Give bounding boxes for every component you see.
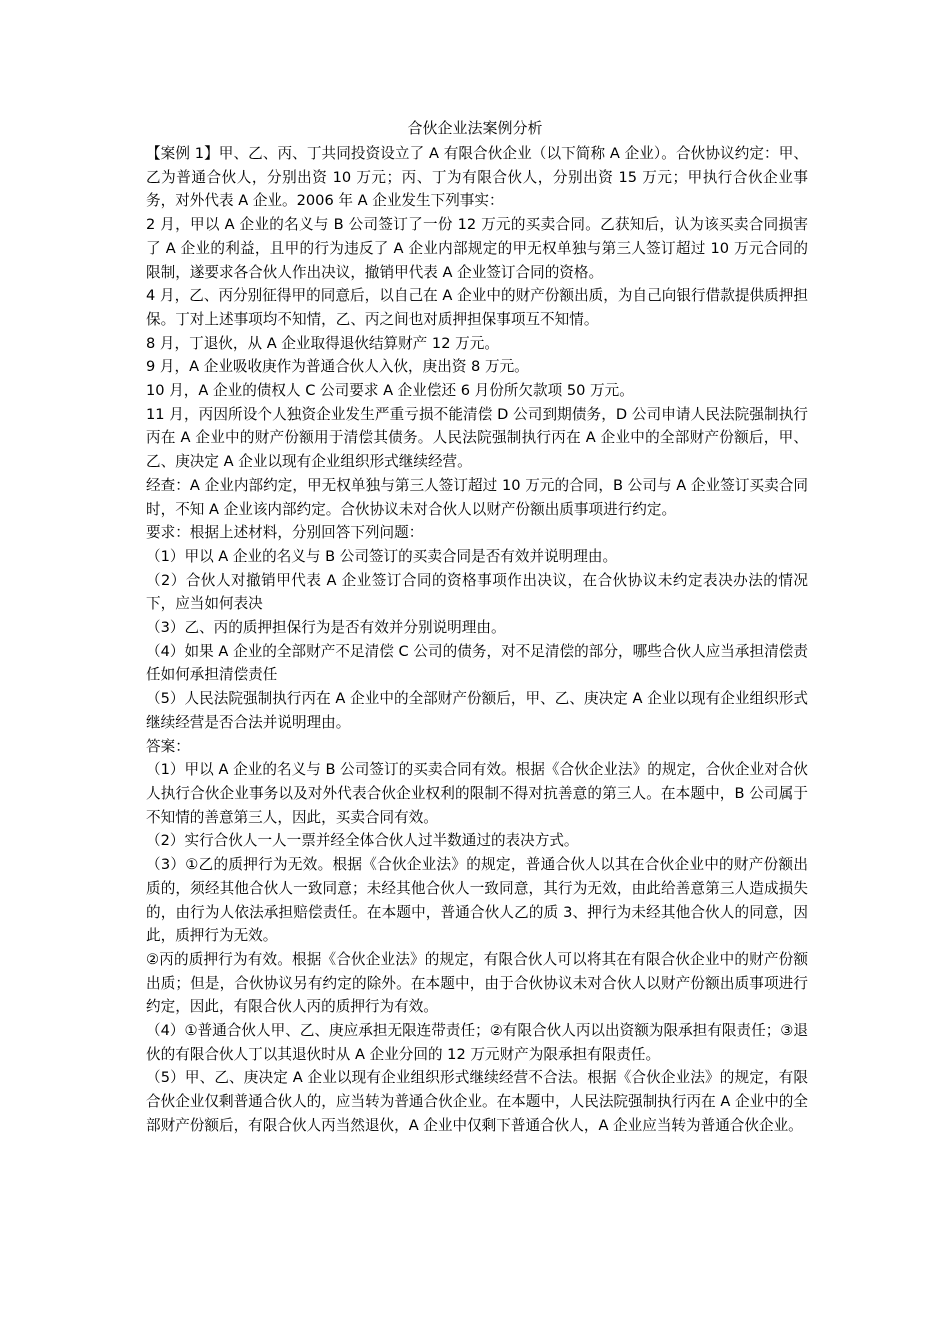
question-4: （4）如果 A 企业的全部财产不足清偿 C 公司的债务，对不足清偿的部分，哪些合伙人应当承担清偿责任如何承担清偿责任 <box>146 642 808 684</box>
question-3: （3）乙、丙的质押担保行为是否有效并分别说明理由。 <box>146 619 506 637</box>
answer-2: （2）实行合伙人一人一票并经全体合伙人过半数通过的表决方式。 <box>146 832 579 850</box>
investigation-paragraph: 经查：A 企业内部约定，甲无权单独与第三人签订超过 10 万元的合同，B 公司与 A 企业签订买卖合同时，不知 A 企业该内部约定。合伙协议未对合伙人以财产份额出质事项进行约定。 <box>146 476 808 518</box>
fact-august: 8 月，丁退伙，从 A 企业取得退伙结算财产 12 万元。 <box>146 334 499 352</box>
fact-september: 9 月，A 企业吸收庚作为普通合伙人入伙，庚出资 8 万元。 <box>146 358 529 376</box>
answer-5: （5）甲、乙、庚决定 A 企业以现有企业组织形式继续经营不合法。根据《合伙企业法》的规定，有限合伙企业仅剩普通合伙人的，应当转为普通合伙企业。在本题中，人民法院强制执行丙在 A 企业中的全部财产份额后，有限合伙人丙当然退伙，A 企业中仅剩下普通合伙人，A 企业应当转为普通合伙企业。 <box>146 1069 808 1134</box>
answer-1: （1）甲以 A 企业的名义与 B 公司签订的买卖合同有效。根据《合伙企业法》的规定，合伙企业对合伙人执行合伙企业事务以及对外代表合伙企业权利的限制不得对抗善意的第三人。在本题中，B 公司属于不知情的善意第三人，因此，买卖合同有效。 <box>146 761 808 826</box>
fact-february: 2 月，甲以 A 企业的名义与 B 公司签订了一份 12 万元的买卖合同。乙获知后，认为该买卖合同损害了 A 企业的利益，且甲的行为违反了 A 企业内部规定的甲无权单独与第三人签订超过 10 万元合同的限制，遂要求各合伙人作出决议，撤销甲代表 A 企业签订合同的资格。 <box>146 216 808 281</box>
question-2: （2）合伙人对撤销甲代表 A 企业签订合同的资格事项作出决议，在合伙协议未约定表决办法的情况下，应当如何表决 <box>146 571 808 613</box>
answer-3-part-2: ②丙的质押行为有效。根据《合伙企业法》的规定，有限合伙人可以将其在有限合伙企业中的财产份额出质；但是，合伙协议另有约定的除外。在本题中，由于合伙协议未对合伙人以财产份额出质事项进行约定，因此，有限合伙人丙的质押行为有效。 <box>146 950 808 1016</box>
answer-3-part-1: （3）①乙的质押行为无效。根据《合伙企业法》的规定，普通合伙人以其在合伙企业中的财产份额出质的，须经其他合伙人一致同意；未经其他合伙人一致同意，其行为无效，由此给善意第三人造成损失的，由行为人依法承担赔偿责任。在本题中，普通合伙人乙的质 3、押行为未经其他合伙人的同意，因此，质押行为无效。 <box>146 856 808 945</box>
answer-4: （4）①普通合伙人甲、乙、庚应承担无限连带责任；②有限合伙人丙以出资额为限承担有限责任；③退伙的有限合伙人丁以其退伙时从 A 企业分回的 12 万元财产为限承担有限责任。 <box>146 1022 808 1063</box>
requirements-heading: 要求：根据上述材料，分别回答下列问题： <box>146 524 424 542</box>
question-5: （5）人民法院强制执行丙在 A 企业中的全部财产份额后，甲、乙、庚决定 A 企业以现有企业组织形式继续经营是否合法并说明理由。 <box>146 690 808 731</box>
question-1: （1）甲以 A 企业的名义与 B 公司签订的买卖合同是否有效并说明理由。 <box>146 547 618 565</box>
fact-october: 10 月，A 企业的债权人 C 公司要求 A 企业偿还 6 月份所欠款项 50 万元。 <box>146 382 634 400</box>
document-title: 合伙企业法案例分析 <box>407 119 543 137</box>
fact-april: 4 月，乙、丙分别征得甲的同意后，以自己在 A 企业中的财产份额出质，为自己向银行借款提供质押担保。丁对上述事项均不知情，乙、丙之间也对质押担保事项互不知情。 <box>146 287 808 328</box>
case-intro-paragraph: 【案例 1】甲、乙、丙、丁共同投资设立了 A 有限合伙企业（以下简称 A 企业）。合伙协议约定：甲、乙为普通合伙人，分别出资 10 万元；丙、丁为有限合伙人，分别出资 15 万元；甲执行合伙企业事务，对外代表 A 企业。2006 年 A 企业发生下列事实： <box>146 145 808 210</box>
document-body <box>146 142 808 1138</box>
answer-heading: 答案： <box>146 737 190 755</box>
fact-november: 11 月，丙因所设个人独资企业发生严重亏损不能清偿 D 公司到期债务，D 公司申请人民法院强制执行丙在 A 企业中的财产份额用于清偿其债务。人民法院强制执行丙在 A 企业中的全部财产份额后，甲、乙、庚决定 A 企业以现有企业组织形式继续经营。 <box>146 405 808 471</box>
